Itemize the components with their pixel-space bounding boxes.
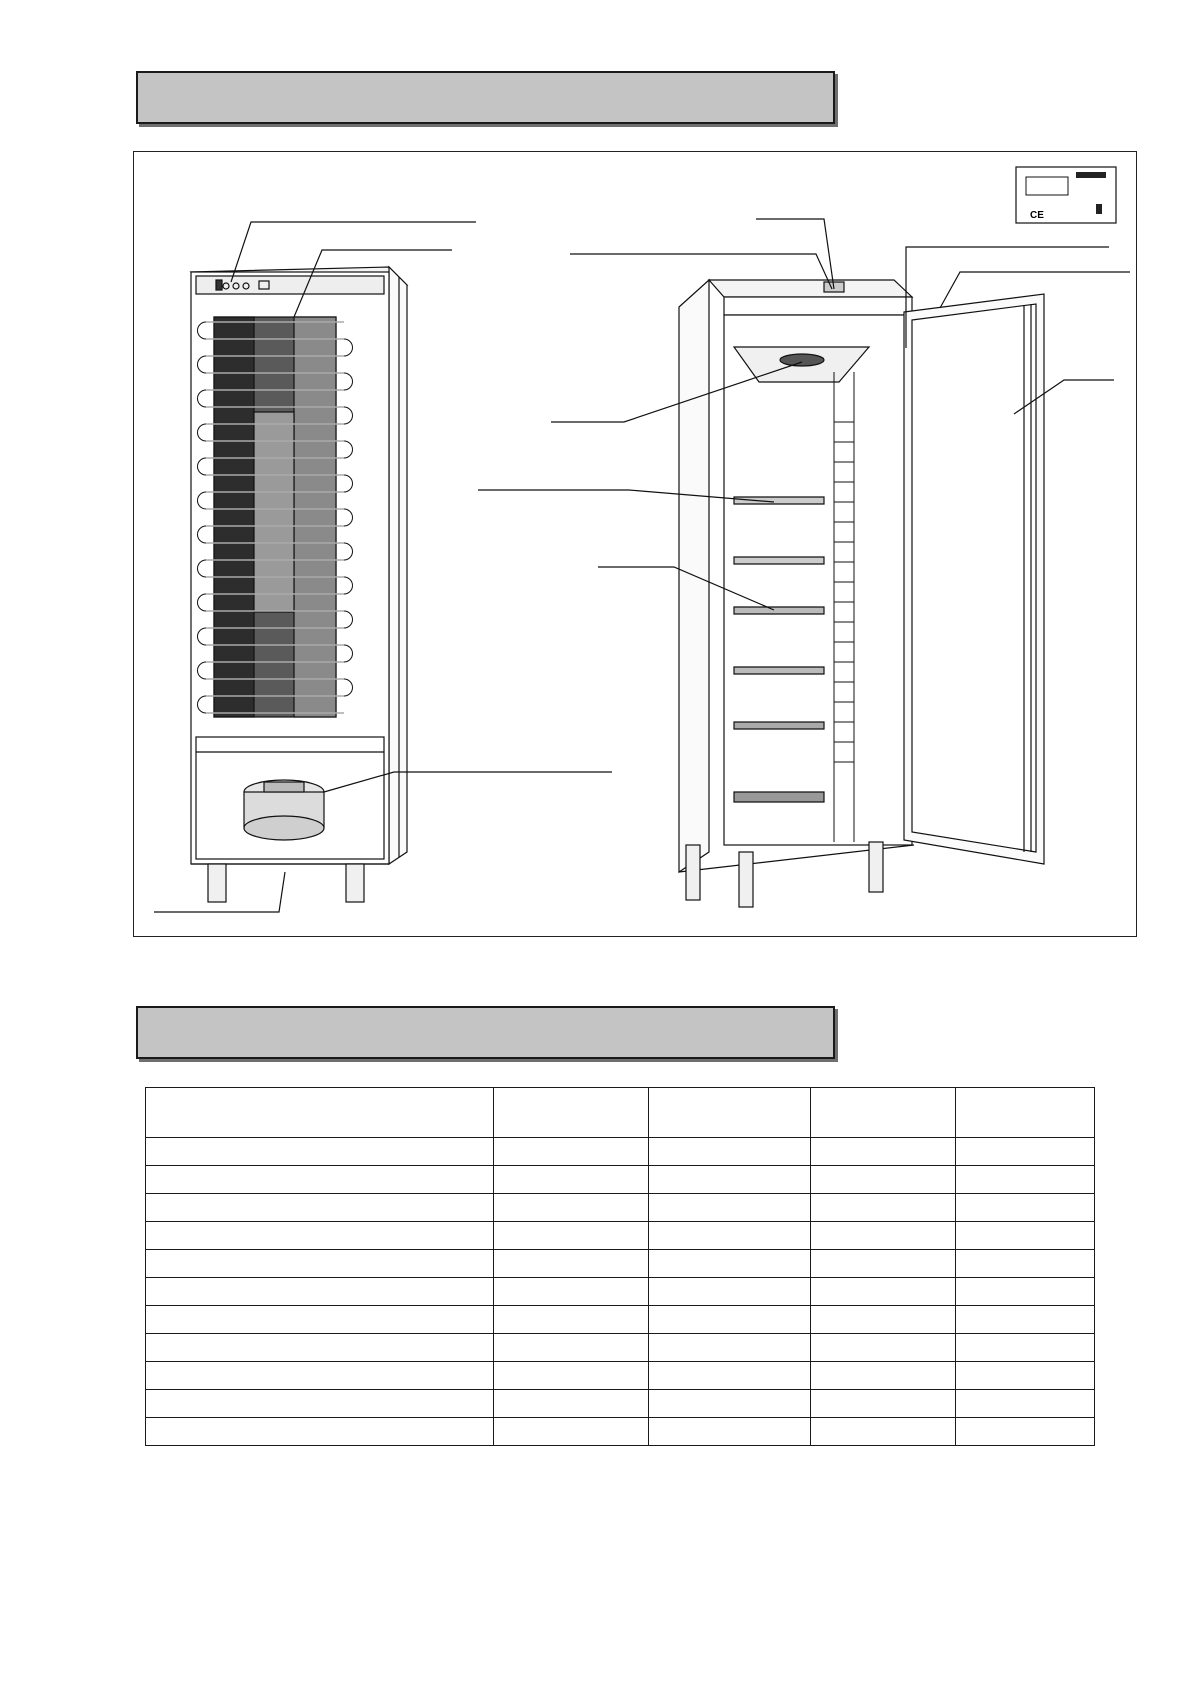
table-cell (494, 1194, 649, 1222)
table-header-cell (956, 1088, 1095, 1138)
cabinet-illustration (134, 152, 1138, 938)
table-row (146, 1166, 1095, 1194)
table-cell (649, 1138, 811, 1166)
table-cell (649, 1362, 811, 1390)
front-view-cabinet (679, 280, 1044, 907)
table-cell (956, 1222, 1095, 1250)
table-header-cell (146, 1088, 494, 1138)
table-cell (146, 1390, 494, 1418)
table-cell (146, 1138, 494, 1166)
table-cell (146, 1250, 494, 1278)
table-row (146, 1334, 1095, 1362)
table-cell (146, 1418, 494, 1446)
table-cell (494, 1222, 649, 1250)
table-cell (811, 1250, 956, 1278)
front-foot-center (739, 852, 753, 907)
table-cell (811, 1278, 956, 1306)
table-cell (146, 1362, 494, 1390)
table-cell (956, 1250, 1095, 1278)
table-cell (649, 1390, 811, 1418)
front-foot-right (869, 842, 883, 892)
table-cell (811, 1222, 956, 1250)
table-cell (146, 1334, 494, 1362)
compressor (244, 780, 324, 840)
table-cell (494, 1166, 649, 1194)
table-cell (494, 1278, 649, 1306)
table-cell (649, 1166, 811, 1194)
table-header-cell (811, 1088, 956, 1138)
table-cell (956, 1418, 1095, 1446)
table-cell (649, 1306, 811, 1334)
table-cell (811, 1306, 956, 1334)
table-cell (649, 1418, 811, 1446)
table-cell (494, 1362, 649, 1390)
table-cell (956, 1278, 1095, 1306)
table-cell (649, 1222, 811, 1250)
table-row (146, 1390, 1095, 1418)
table-cell (146, 1306, 494, 1334)
rear-foot-right (346, 864, 364, 902)
open-door (904, 294, 1044, 864)
table-cell (649, 1278, 811, 1306)
table-cell (494, 1306, 649, 1334)
ce-mark: CE (1030, 210, 1044, 221)
table-cell (811, 1166, 956, 1194)
table-row (146, 1362, 1095, 1390)
table-cell (494, 1418, 649, 1446)
specifications-table (145, 1087, 1095, 1446)
table-header-row (146, 1088, 1095, 1138)
table-row (146, 1222, 1095, 1250)
table-cell (146, 1222, 494, 1250)
table-header-cell (494, 1088, 649, 1138)
table-cell (956, 1166, 1095, 1194)
table-cell (811, 1334, 956, 1362)
rating-plate (1016, 167, 1116, 223)
table-cell (649, 1194, 811, 1222)
table-cell (494, 1250, 649, 1278)
table-cell (811, 1138, 956, 1166)
table-cell (811, 1194, 956, 1222)
rear-foot-left (208, 864, 226, 902)
table-cell (811, 1362, 956, 1390)
table-cell (956, 1138, 1095, 1166)
table-row (146, 1194, 1095, 1222)
table-cell (956, 1334, 1095, 1362)
table-cell (494, 1390, 649, 1418)
table-cell (146, 1194, 494, 1222)
table-row (146, 1138, 1095, 1166)
table-header-cell (649, 1088, 811, 1138)
table-row (146, 1418, 1095, 1446)
table-cell (956, 1390, 1095, 1418)
table-row (146, 1250, 1095, 1278)
table-cell (146, 1278, 494, 1306)
table-cell (146, 1166, 494, 1194)
front-foot-left (686, 845, 700, 900)
table-cell (811, 1418, 956, 1446)
table-row (146, 1278, 1095, 1306)
table-cell (811, 1390, 956, 1418)
specifications-section-header (136, 1006, 835, 1059)
table-cell (649, 1250, 811, 1278)
table-cell (956, 1306, 1095, 1334)
table-cell (956, 1362, 1095, 1390)
table-cell (956, 1194, 1095, 1222)
table-cell (494, 1334, 649, 1362)
table-row (146, 1306, 1095, 1334)
table-cell (649, 1334, 811, 1362)
table-cell (494, 1138, 649, 1166)
fan-grille (780, 354, 824, 366)
rear-view-cabinet (191, 267, 407, 902)
cabinet-illustration-frame (133, 151, 1137, 937)
components-section-header (136, 71, 835, 124)
